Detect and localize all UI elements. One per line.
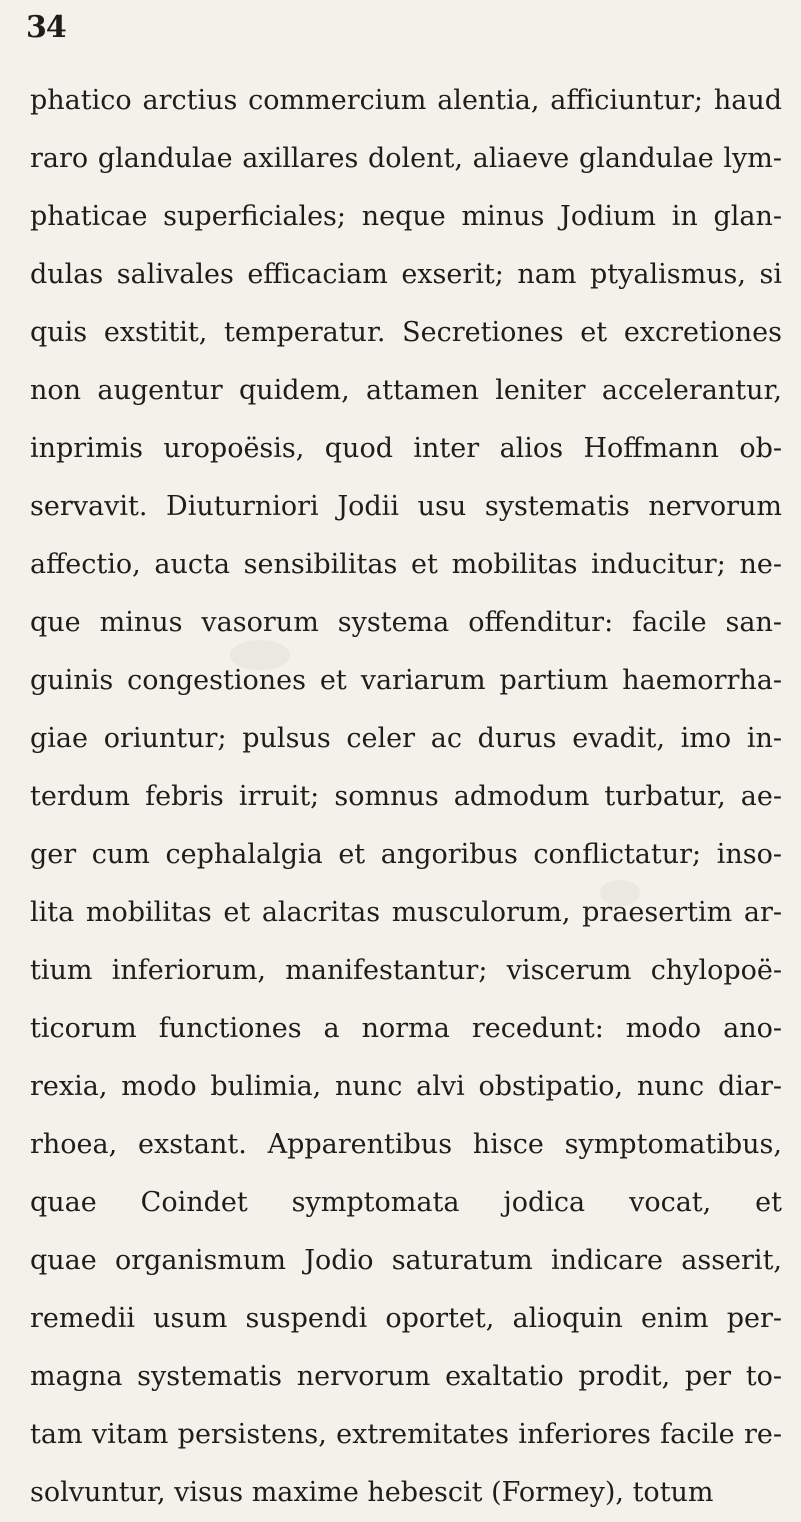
text-line: phaticae superficiales; neque minus Jodium in glan-: [30, 201, 782, 232]
text-line: guinis congestiones et variarum partium haemorrha-: [30, 665, 782, 696]
text-line: quis exstitit, temperatur. Secretiones et excretiones: [30, 317, 782, 348]
text-line: quae organismum Jodio saturatum indicare asserit,: [30, 1245, 782, 1276]
text-line: tium inferiorum, manifestantur; viscerum chylopoë-: [30, 955, 782, 986]
text-line: phatico arctius commercium alentia, afficiuntur; haud: [30, 85, 782, 116]
text-line: inprimis uropoësis, quod inter alios Hoffmann ob-: [30, 433, 782, 464]
text-line: quae Coindet symptomata jodica vocat, et: [30, 1187, 782, 1218]
body-text: [30, 72, 782, 1522]
page-number: 34: [26, 10, 66, 45]
text-line: tam vitam persistens, extremitates inferiores facile re-: [30, 1419, 782, 1450]
text-line: rexia, modo bulimia, nunc alvi obstipatio, nunc diar-: [30, 1071, 782, 1102]
text-line: raro glandulae axillares dolent, aliaeve glandulae lym-: [30, 143, 782, 174]
text-line: solvuntur, visus maxime hebescit (Formey), totum: [30, 1477, 714, 1508]
text-line: servavit. Diuturniori Jodii usu systematis nervorum: [30, 491, 782, 522]
text-line: ger cum cephalalgia et angoribus conflictatur; inso-: [30, 839, 782, 870]
text-line: remedii usum suspendi oportet, alioquin enim per-: [30, 1303, 782, 1334]
text-line: magna systematis nervorum exaltatio prodit, per to-: [30, 1361, 782, 1392]
text-line: dulas salivales efficaciam exserit; nam ptyalismus, si: [30, 259, 782, 290]
text-line: lita mobilitas et alacritas musculorum, praesertim ar-: [30, 897, 782, 928]
text-line: affectio, aucta sensibilitas et mobilitas inducitur; ne-: [30, 549, 782, 580]
text-line: que minus vasorum systema offenditur: facile san-: [30, 607, 782, 638]
text-line: rhoea, exstant. Apparentibus hisce symptomatibus,: [30, 1129, 782, 1160]
text-line: non augentur quidem, attamen leniter accelerantur,: [30, 375, 782, 406]
text-line: giae oriuntur; pulsus celer ac durus evadit, imo in-: [30, 723, 782, 754]
text-line: ticorum functiones a norma recedunt: modo ano-: [30, 1013, 782, 1044]
text-line: terdum febris irruit; somnus admodum turbatur, ae-: [30, 781, 782, 812]
